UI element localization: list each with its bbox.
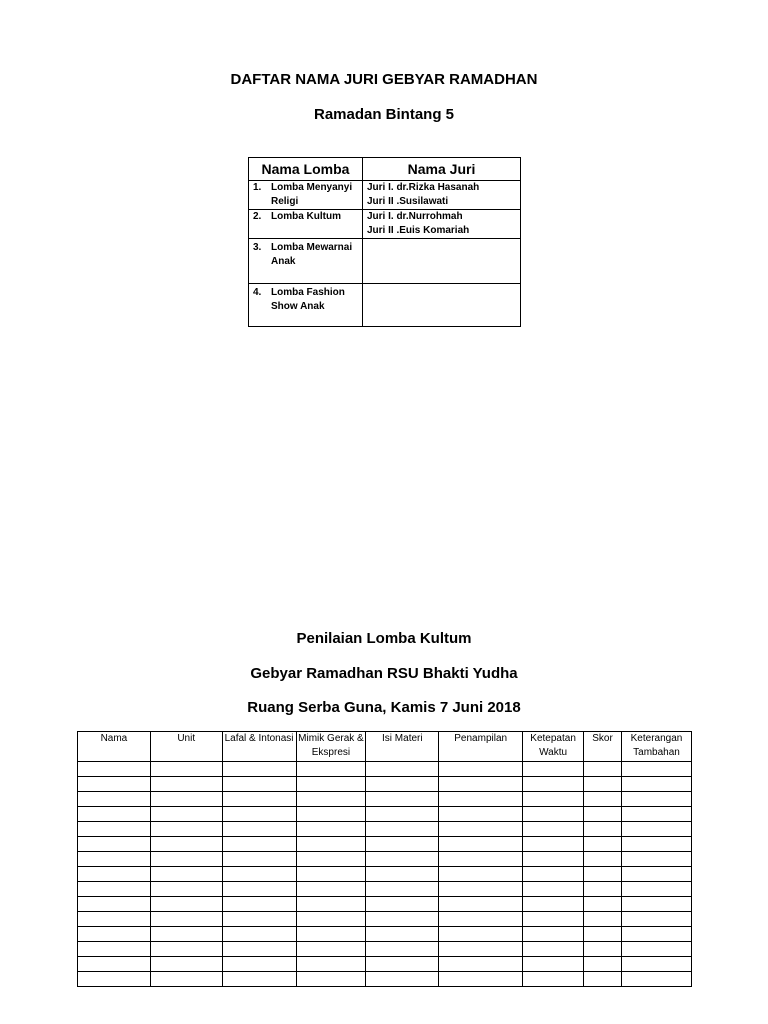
table-cell [296,792,366,807]
header-skor: Skor [584,732,622,762]
table-cell [366,957,439,972]
table-cell [584,942,622,957]
table-cell [78,822,151,837]
table-cell [222,957,296,972]
table-cell [622,897,692,912]
table-cell [296,822,366,837]
table-cell [523,762,584,777]
table-cell [78,942,151,957]
table-cell [439,837,523,852]
table-cell [439,882,523,897]
table-cell [78,807,151,822]
table-cell [150,972,222,987]
document-subtitle: Ramadan Bintang 5 [313,106,455,123]
table-cell [439,792,523,807]
table-cell [584,777,622,792]
table-row [78,957,692,972]
table-cell [150,942,222,957]
table-cell [622,822,692,837]
table-cell [150,852,222,867]
table-cell [584,852,622,867]
table-cell [439,807,523,822]
table-cell [222,927,296,942]
table-cell [222,822,296,837]
table-cell [584,837,622,852]
header-nama-juri: Nama Juri [363,158,521,181]
table-cell [584,897,622,912]
row-number: 4. [253,287,262,298]
table-cell [523,912,584,927]
table-cell [296,837,366,852]
juri-1: Juri I. dr.Nurrohmah [367,211,463,222]
table-cell [622,807,692,822]
table-cell [622,927,692,942]
table-cell [622,972,692,987]
header-penampilan: Penampilan [439,732,523,762]
table-cell [296,777,366,792]
table-cell [366,927,439,942]
table-cell [222,807,296,822]
header-keterangan: Keterangan Tambahan [622,732,692,762]
table-cell [366,912,439,927]
table-row [78,837,692,852]
table-cell [523,807,584,822]
table-cell [622,867,692,882]
table-cell [78,792,151,807]
table-cell [523,852,584,867]
table-cell [222,777,296,792]
juri-2: Juri II .Euis Komariah [367,225,470,236]
table-cell [222,792,296,807]
table-cell [366,942,439,957]
table-cell [366,882,439,897]
table-row [78,912,692,927]
table-cell [622,762,692,777]
table-cell [296,897,366,912]
table-cell [523,942,584,957]
table-cell [439,852,523,867]
table-cell [78,957,151,972]
table-cell [439,867,523,882]
row-number: 2. [253,211,262,222]
table-row [249,284,521,327]
table-cell [622,777,692,792]
scoring-rows [78,762,692,987]
table-cell [150,792,222,807]
table-cell [150,912,222,927]
table-cell [150,807,222,822]
table-cell [150,882,222,897]
table-cell [78,852,151,867]
table-cell [150,957,222,972]
table-cell [366,852,439,867]
row-number: 3. [253,242,262,253]
judges-table [248,157,521,327]
table-cell [584,927,622,942]
table-row [249,239,521,284]
table-cell [622,792,692,807]
table-cell [523,897,584,912]
table-cell [439,777,523,792]
table-cell [150,822,222,837]
table-cell [222,972,296,987]
juri-2: Juri II .Susilawati [367,196,449,207]
table-cell [584,792,622,807]
scoring-location: Ruang Serba Guna, Kamis 7 Juni 2018 [247,699,521,716]
table-cell [78,777,151,792]
table-cell [222,942,296,957]
table-cell [222,867,296,882]
table-cell [622,942,692,957]
table-cell [78,837,151,852]
table-row [249,210,521,239]
table-cell [222,897,296,912]
table-cell [222,882,296,897]
table-cell [296,807,366,822]
table-cell [222,762,296,777]
table-cell [150,762,222,777]
table-cell [296,912,366,927]
table-cell [296,762,366,777]
header-unit: Unit [150,732,222,762]
table-cell [296,852,366,867]
table-row [78,822,692,837]
table-cell [584,957,622,972]
table-cell [366,897,439,912]
table-cell [296,927,366,942]
table-cell [366,807,439,822]
table-cell [78,867,151,882]
scoring-table [77,731,692,987]
table-row [78,777,692,792]
table-cell [584,867,622,882]
header-mimik-gerak: Mimik Gerak & Ekspresi [296,732,366,762]
table-cell [584,972,622,987]
scoring-title: Penilaian Lomba Kultum [296,630,472,647]
table-cell [150,927,222,942]
table-cell [222,837,296,852]
table-cell [296,882,366,897]
table-row [78,882,692,897]
table-cell [150,777,222,792]
lomba-name: Lomba Kultum [271,211,341,222]
table-cell [439,957,523,972]
table-cell [150,867,222,882]
table-cell [584,822,622,837]
table-cell [439,927,523,942]
table-row [78,942,692,957]
table-cell [584,912,622,927]
table-cell [622,837,692,852]
table-cell [439,972,523,987]
table-cell [296,942,366,957]
table-cell [584,882,622,897]
table-cell [523,927,584,942]
lomba-name: Lomba Fashion Show Anak [271,287,345,312]
table-cell [78,762,151,777]
header-isi-materi: Isi Materi [366,732,439,762]
table-row [78,792,692,807]
table-cell [296,867,366,882]
table-row [78,867,692,882]
table-cell [584,807,622,822]
table-cell [150,837,222,852]
table-cell [366,762,439,777]
table-cell [150,897,222,912]
table-cell [523,792,584,807]
table-row [78,927,692,942]
juri-1: Juri I. dr.Rizka Hasanah [367,182,480,193]
lomba-name: Lomba Menyanyi Religi [271,182,353,207]
table-cell [523,882,584,897]
table-cell [523,837,584,852]
table-cell [366,867,439,882]
table-cell [296,957,366,972]
table-cell [622,912,692,927]
table-cell [523,867,584,882]
row-number: 1. [253,182,262,193]
table-row [78,762,692,777]
lomba-name: Lomba Mewarnai Anak [271,242,353,267]
table-cell [222,852,296,867]
table-cell [78,882,151,897]
table-cell [366,822,439,837]
table-cell [366,972,439,987]
table-cell [439,942,523,957]
table-row [249,181,521,210]
table-cell [622,957,692,972]
header-ketepatan-waktu: Ketepatan Waktu [523,732,584,762]
table-cell [622,852,692,867]
document-title: DAFTAR NAMA JURI GEBYAR RAMADHAN [230,71,538,88]
table-cell [523,777,584,792]
table-cell [78,897,151,912]
table-cell [439,897,523,912]
table-cell [523,822,584,837]
table-cell [523,972,584,987]
table-cell [366,792,439,807]
table-cell [439,822,523,837]
table-cell [78,912,151,927]
table-cell [366,837,439,852]
header-nama: Nama [78,732,151,762]
table-cell [584,762,622,777]
table-row [78,972,692,987]
table-cell [439,912,523,927]
table-cell [78,972,151,987]
table-row [78,852,692,867]
table-cell [439,762,523,777]
table-row [78,807,692,822]
table-cell [222,912,296,927]
scoring-subtitle: Gebyar Ramadhan RSU Bhakti Yudha [250,665,518,682]
table-cell [622,882,692,897]
header-lafal-intonasi: Lafal & Intonasi [222,732,296,762]
table-cell [296,972,366,987]
table-cell [78,927,151,942]
header-nama-lomba: Nama Lomba [249,158,363,181]
table-cell [366,777,439,792]
table-row [78,897,692,912]
table-cell [523,957,584,972]
